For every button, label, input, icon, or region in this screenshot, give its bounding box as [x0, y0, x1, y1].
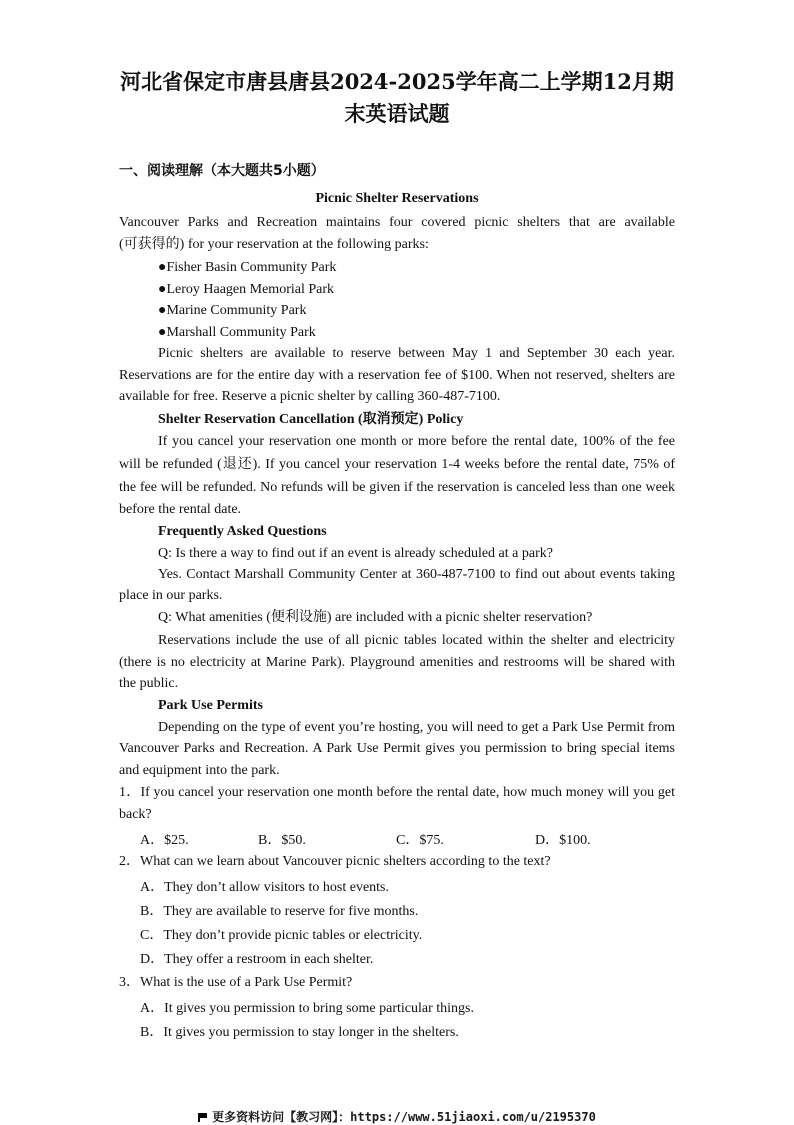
title-line-2: 末英语试题	[344, 101, 450, 126]
question-1-option-a: A．$25.	[140, 833, 189, 848]
section-heading: 一、阅读理解（本大题共5小题）	[119, 163, 325, 179]
flag-icon	[198, 1113, 208, 1122]
permit-heading: Park Use Permits	[158, 698, 263, 713]
question-2-stem: 2．What can we learn about Vancouver picnic shelters according to the text?	[119, 854, 551, 869]
park-list-item: ●Leroy Haagen Memorial Park	[158, 282, 335, 297]
availability-line-1: Picnic shelters are available to reserve between May 1 and September 30 each year.	[158, 346, 675, 361]
park-list-item: ●Marshall Community Park	[158, 325, 316, 340]
cancellation-line-2: will be refunded (退还). If you cancel your reservation 1-4 weeks before the rental date, 75% of	[119, 457, 675, 472]
intro-line-2: (可获得的) for your reservation at the following parks:	[119, 237, 429, 252]
cancellation-line-1: If you cancel your reservation one month or more before the rental date, 100% of the fee	[158, 434, 675, 449]
faq-question-1: Q: Is there a way to find out if an event is already scheduled at a park?	[158, 546, 553, 561]
availability-line-3: available for free. Reserve a picnic shelter by calling 360-487-7100.	[119, 389, 501, 404]
passage-heading: Picnic Shelter Reservations	[315, 191, 479, 206]
page-title	[90, 66, 704, 130]
park-list-item: ●Fisher Basin Community Park	[158, 260, 337, 275]
park-list-item: ●Marine Community Park	[158, 303, 307, 318]
question-2-option-c: C．They don’t provide picnic tables or electricity.	[140, 928, 423, 943]
permit-line-1: Depending on the type of event you’re hosting, you will need to get a Park Use Permit from	[158, 720, 675, 735]
cancellation-heading: Shelter Reservation Cancellation (取消预定) Policy	[158, 412, 464, 427]
question-1-stem-line-1: 1．If you cancel your reservation one month before the rental date, how much money will you get	[119, 785, 675, 800]
footer-link[interactable]: 更多资料访问【教习网】：https://www.51jiaoxi.com/u/2195370	[212, 1110, 596, 1124]
cancellation-line-4: before the rental date.	[119, 502, 242, 517]
intro-line-1: Vancouver Parks and Recreation maintains four covered picnic shelters that are available	[119, 215, 675, 230]
availability-line-2: Reservations are for the entire day with a reservation fee of $100. When not reserved, shelters are	[119, 368, 675, 383]
question-3-option-b: B．It gives you permission to stay longer in the shelters.	[140, 1025, 459, 1040]
question-2-option-d: D．They offer a restroom in each shelter.	[140, 952, 374, 967]
question-1-option-c: C．$75.	[396, 833, 444, 848]
faq-answer-1-line-2: place in our parks.	[119, 588, 223, 603]
question-1-stem-line-2: back?	[119, 807, 152, 822]
question-3-option-a: A．It gives you permission to bring some particular things.	[140, 1001, 475, 1016]
question-1-option-b: B．$50.	[258, 833, 306, 848]
faq-answer-1-line-1: Yes. Contact Marshall Community Center at 360-487-7100 to find out about events taking	[158, 567, 675, 582]
question-3-stem: 3．What is the use of a Park Use Permit?	[119, 975, 353, 990]
faq-answer-2-line-2: (there is no electricity at Marine Park). Playground amenities and restrooms will be shared with	[119, 655, 675, 670]
permit-line-3: and equipment into the park.	[119, 763, 280, 778]
cancellation-line-3: the fee will be refunded. No refunds will be given if the reservation is canceled less than one week	[119, 480, 675, 495]
faq-heading: Frequently Asked Questions	[158, 524, 327, 539]
faq-answer-2-line-3: the public.	[119, 676, 179, 691]
title-line-1: 河北省保定市唐县唐县2024-2025学年高二上学期12月期	[120, 69, 674, 94]
faq-answer-2-line-1: Reservations include the use of all picnic tables located within the shelter and electricity	[158, 633, 675, 648]
question-1-option-d: D．$100.	[535, 833, 591, 848]
question-2-option-b: B．They are available to reserve for five months.	[140, 904, 419, 919]
question-2-option-a: A．They don’t allow visitors to host events.	[140, 880, 389, 895]
faq-question-2: Q: What amenities (便利设施) are included with a picnic shelter reservation?	[158, 610, 593, 625]
footer	[0, 1108, 794, 1125]
permit-line-2: Vancouver Parks and Recreation. A Park Use Permit gives you permission to bring special items	[119, 741, 675, 756]
